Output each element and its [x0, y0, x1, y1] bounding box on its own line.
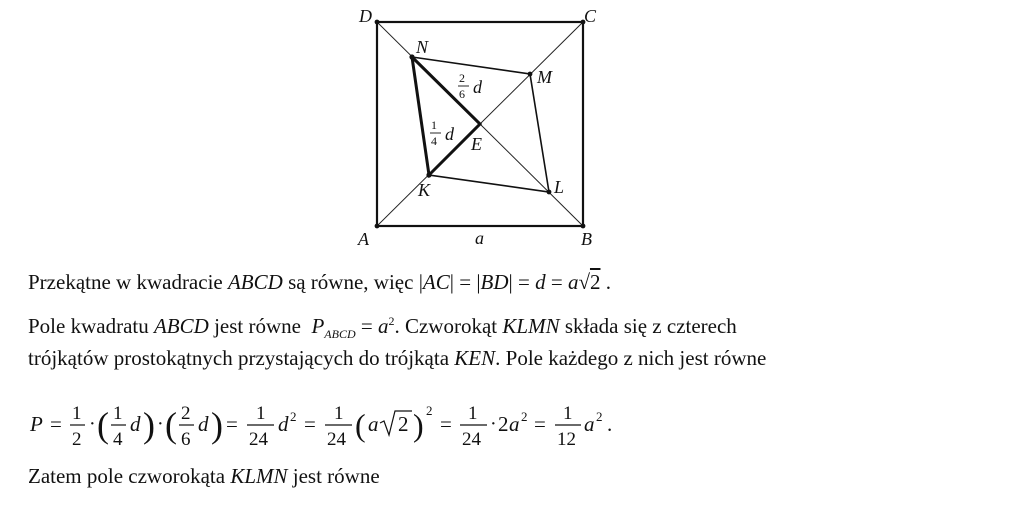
svg-text:=: = [226, 412, 238, 436]
svg-text:a: a [368, 412, 379, 436]
svg-text:d: d [198, 412, 209, 436]
text-line-square-area: Pole kwadratu ABCD jest równe $P_{ABCD} = a^2$. Czworokąt KLMN składa się z czterech [28, 314, 737, 342]
segment-label-NE [458, 71, 483, 101]
svg-text:2: 2 [459, 71, 465, 85]
label-L: L [554, 177, 565, 197]
svg-text:2: 2 [426, 403, 433, 418]
svg-text:24: 24 [327, 429, 346, 450]
svg-text:6: 6 [181, 429, 191, 450]
svg-text:2: 2 [398, 412, 409, 436]
equation-area [28, 399, 628, 451]
label-C: C [584, 6, 597, 26]
svg-text:2: 2 [181, 403, 191, 424]
svg-text:d: d [278, 412, 289, 436]
svg-text:4: 4 [431, 134, 437, 148]
svg-text:d: d [130, 412, 141, 436]
svg-text:.: . [607, 412, 613, 436]
svg-text:1: 1 [431, 118, 437, 132]
svg-text:2: 2 [290, 409, 297, 424]
label-M: M [537, 67, 552, 87]
svg-text:4: 4 [113, 429, 123, 450]
svg-text:(: ( [97, 405, 109, 445]
svg-text:(: ( [355, 407, 366, 443]
svg-text:d: d [473, 77, 482, 97]
svg-text:=: = [304, 412, 316, 436]
equation-svg [28, 399, 628, 451]
svg-text:24: 24 [249, 429, 268, 450]
label-K: K [418, 180, 431, 200]
svg-text:2: 2 [521, 409, 528, 424]
text-line-conclusion: Zatem pole czworokąta KLMN jest równe [28, 464, 380, 488]
svg-text:·: · [89, 413, 96, 435]
svg-text:1: 1 [113, 403, 123, 424]
label-B: B [581, 229, 592, 249]
text-line-triangles: trójkątów prostokątnych przystających do trójkąta KEN. Pole każdego z nich jest równe [28, 346, 767, 370]
label-D: D [359, 6, 372, 26]
triangle-KEN [412, 57, 480, 175]
svg-text:a: a [509, 412, 520, 436]
svg-text:1: 1 [334, 403, 344, 424]
svg-text:2: 2 [596, 409, 603, 424]
svg-text:24: 24 [462, 429, 481, 450]
label-N: N [416, 37, 429, 57]
svg-text:): ) [413, 407, 424, 443]
side-label-a: a [475, 228, 484, 248]
svg-text:1: 1 [563, 403, 573, 424]
svg-text:1: 1 [468, 403, 478, 424]
svg-text:(: ( [165, 405, 177, 445]
svg-text:P: P [30, 412, 43, 436]
svg-text:·: · [490, 413, 497, 435]
svg-text:=: = [534, 412, 546, 436]
svg-text:1: 1 [72, 403, 82, 424]
svg-text:·: · [157, 413, 164, 435]
svg-text:): ) [211, 405, 223, 445]
svg-text:2: 2 [498, 412, 509, 436]
text-line-diagonals: Przekątne w kwadracie ABCD są równe, więc |AC| = |BD| = d = a√2 . [28, 270, 611, 294]
segment-label-KE [430, 118, 455, 148]
svg-text:6: 6 [459, 87, 465, 101]
svg-text:=: = [440, 412, 452, 436]
svg-text:d: d [445, 124, 454, 144]
label-A: A [358, 229, 369, 249]
svg-text:2: 2 [72, 429, 82, 450]
svg-text:12: 12 [557, 429, 576, 450]
svg-text:a: a [584, 412, 595, 436]
svg-text:=: = [50, 412, 62, 436]
label-E: E [471, 134, 482, 154]
svg-text:): ) [143, 405, 155, 445]
svg-text:1: 1 [256, 403, 266, 424]
